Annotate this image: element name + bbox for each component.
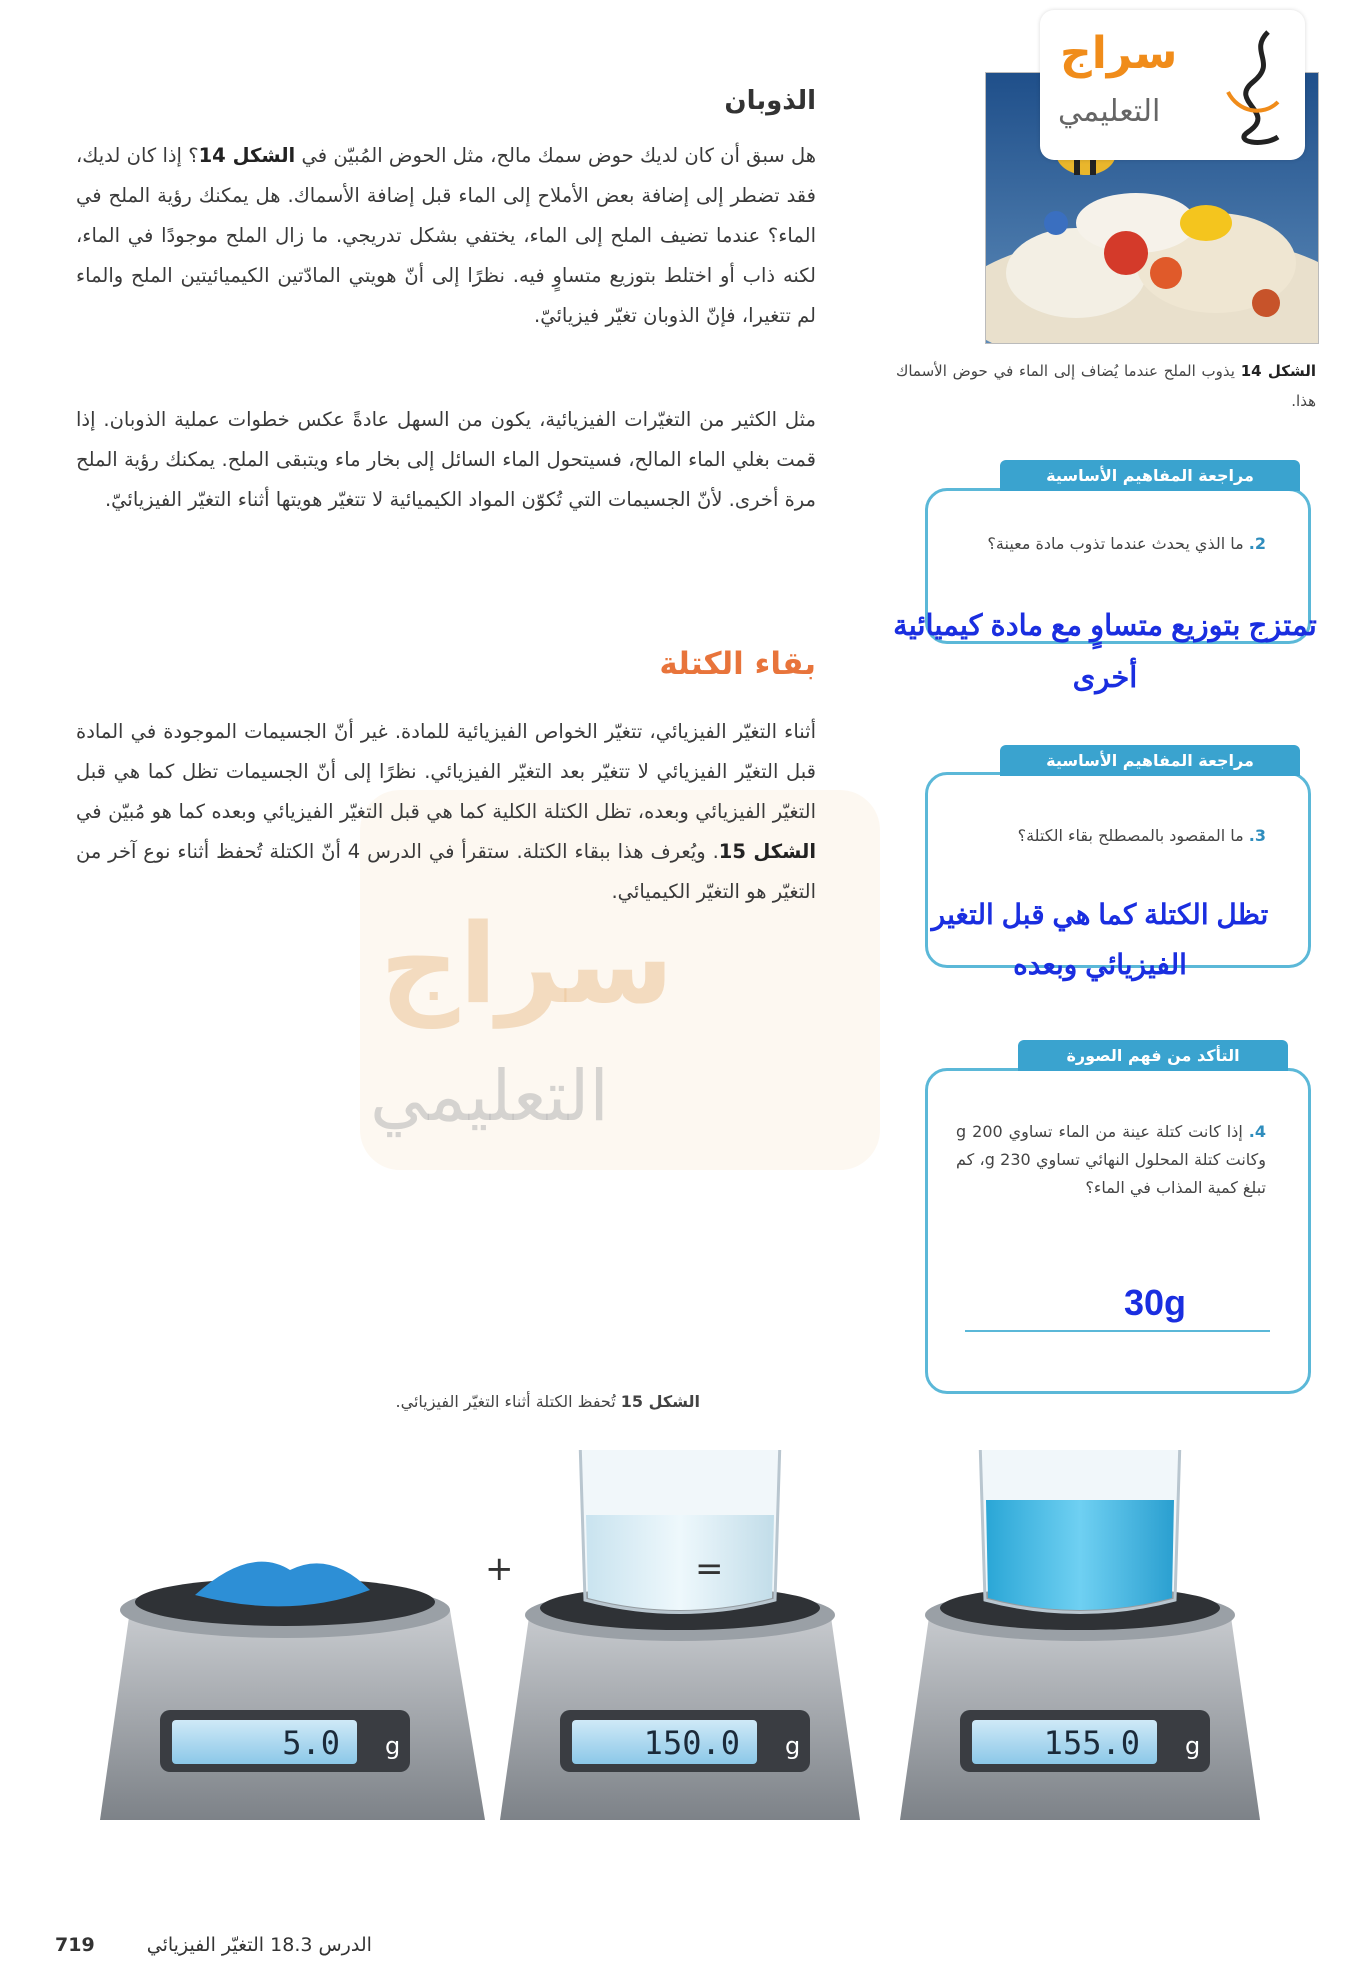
figure-15-caption: الشكل 15 تُحفظ الكتلة أثناء التغيّر الفيزيائي. bbox=[395, 1392, 700, 1411]
figure-14-caption: الشكل 14 يذوب الملح عندما يُضاف إلى الماء في حوض الأسماك هذا. bbox=[896, 362, 1317, 410]
logo-name-top: سراج bbox=[1060, 28, 1178, 79]
paragraph-dissolving-2: مثل الكثير من التغيّرات الفيزيائية، يكون من السهل عادةً عكس خطوات عملية الذوبان. إذا قمت بغلي الماء المالح، فسيتحول الماء السائل إلى بخار ماء ويتبقى الملح. يمكنك رؤية الملح مرة أخرى. لأنّ الجسيمات التي تُكوّن المواد الكيميائية لا تتغيّر هويتها أثناء التغيّر الفيزيائيّ. bbox=[76, 408, 816, 511]
answer-line bbox=[965, 1330, 1270, 1332]
review-question-3: 3. ما المقصود بالمصطلح بقاء الكتلة؟ bbox=[1017, 826, 1266, 845]
page-number: 719 bbox=[55, 1934, 95, 1956]
scale-2-unit: g bbox=[785, 1732, 801, 1760]
watermark-text-small: التعليمي bbox=[370, 1055, 609, 1137]
review-question-4: 4. إذا كانت كتلة عينة من الماء تساوي 200 g وكانت كتلة المحلول النهائي تساوي 230 g، كم تبلغ كمية المذاب في الماء؟ bbox=[956, 1122, 1267, 1197]
scale-3-unit: g bbox=[1185, 1732, 1201, 1760]
review-box-3 bbox=[925, 1068, 1311, 1394]
figure-15-scales-illustration bbox=[100, 1450, 1330, 1870]
equals-sign: = bbox=[695, 1549, 724, 1589]
review-question-2: 2. ما الذي يحدث عندما تذوب مادة معينة؟ bbox=[987, 534, 1266, 553]
answer-question-3: تظل الكتلة كما هي قبل التغير الفيزيائي وبعده bbox=[931, 899, 1269, 980]
paragraph-conservation: أثناء التغيّر الفيزيائي، تتغيّر الخواص الفيزيائية للمادة. غير أنّ الجسيمات الموجودة في المادة قبل التغيّر الفيزيائي لا تتغيّر بعد التغيّر الفيزيائي. نظرًا إلى أنّ الجسيمات تظل كما هي قبل التغيّر الفيزيائي وبعده، تظل الكتلة الكلية كما هي قبل التغيّر الفيزيائي وبعده كما هو مُبيّن في الشكل 15. ويُعرف هذا ببقاء الكتلة. ستقرأ في الدرس 4 أنّ الكتلة تُحفظ أثناء نوع آخر من التغيّر هو التغيّر الكيميائي. bbox=[76, 720, 816, 903]
section-heading-conservation: بقاء الكتلة bbox=[659, 646, 816, 682]
scale-3 bbox=[900, 1450, 1260, 1820]
scale-3-reading: 155.0 bbox=[1043, 1724, 1140, 1762]
paragraph-dissolving-1: هل سبق أن كان لديك حوض سمك مالح، مثل الحوض المُبيّن في الشكل 14؟ إذا كان لديك، فقد تضطر إلى إضافة بعض الأملاح إلى الماء قبل إضافة الأسماك. هل يمكنك رؤية الملح في الماء؟ عندما تضيف الملح إلى الماء، يختفي بشكل تدريجي. ما زال الملح موجودًا في الماء، لكنه ذاب أو اختلط بتوزيع متساوٍ فيه. نظرًا إلى أنّ هويتي المادّتين الكيميائيتين الملح والماء لم تتغيرا، فإنّ الذوبان تغيّر فيزيائيّ. bbox=[76, 144, 817, 327]
logo-calligraphy-icon bbox=[1208, 22, 1298, 152]
answer-question-2: تمتزج بتوزيع متساوٍ مع مادة كيميائية أخرى bbox=[893, 610, 1317, 694]
logo-badge bbox=[1040, 10, 1305, 160]
review-box-2-tab: مراجعة المفاهيم الأساسية bbox=[1000, 745, 1300, 776]
review-box-1-tab: مراجعة المفاهيم الأساسية bbox=[1000, 460, 1300, 491]
scale-1-reading: 5.0 bbox=[282, 1724, 340, 1762]
scale-2 bbox=[500, 1450, 860, 1820]
review-box-3-tab: التأكد من فهم الصورة bbox=[1018, 1040, 1288, 1071]
logo-name-bottom: التعليمي bbox=[1058, 94, 1161, 129]
answer-question-4: 30g bbox=[1123, 1282, 1187, 1323]
scale-1 bbox=[100, 1562, 485, 1820]
page-footer bbox=[55, 1934, 372, 1956]
lesson-label: الدرس 18.3 التغيّر الفيزيائي bbox=[146, 1934, 372, 1956]
watermark-text-large: سراج bbox=[380, 900, 674, 1028]
scale-1-unit: g bbox=[385, 1732, 401, 1760]
plus-sign: + bbox=[485, 1549, 514, 1589]
section-heading-dissolving: الذوبان bbox=[724, 86, 816, 116]
scale-2-reading: 150.0 bbox=[643, 1724, 740, 1762]
